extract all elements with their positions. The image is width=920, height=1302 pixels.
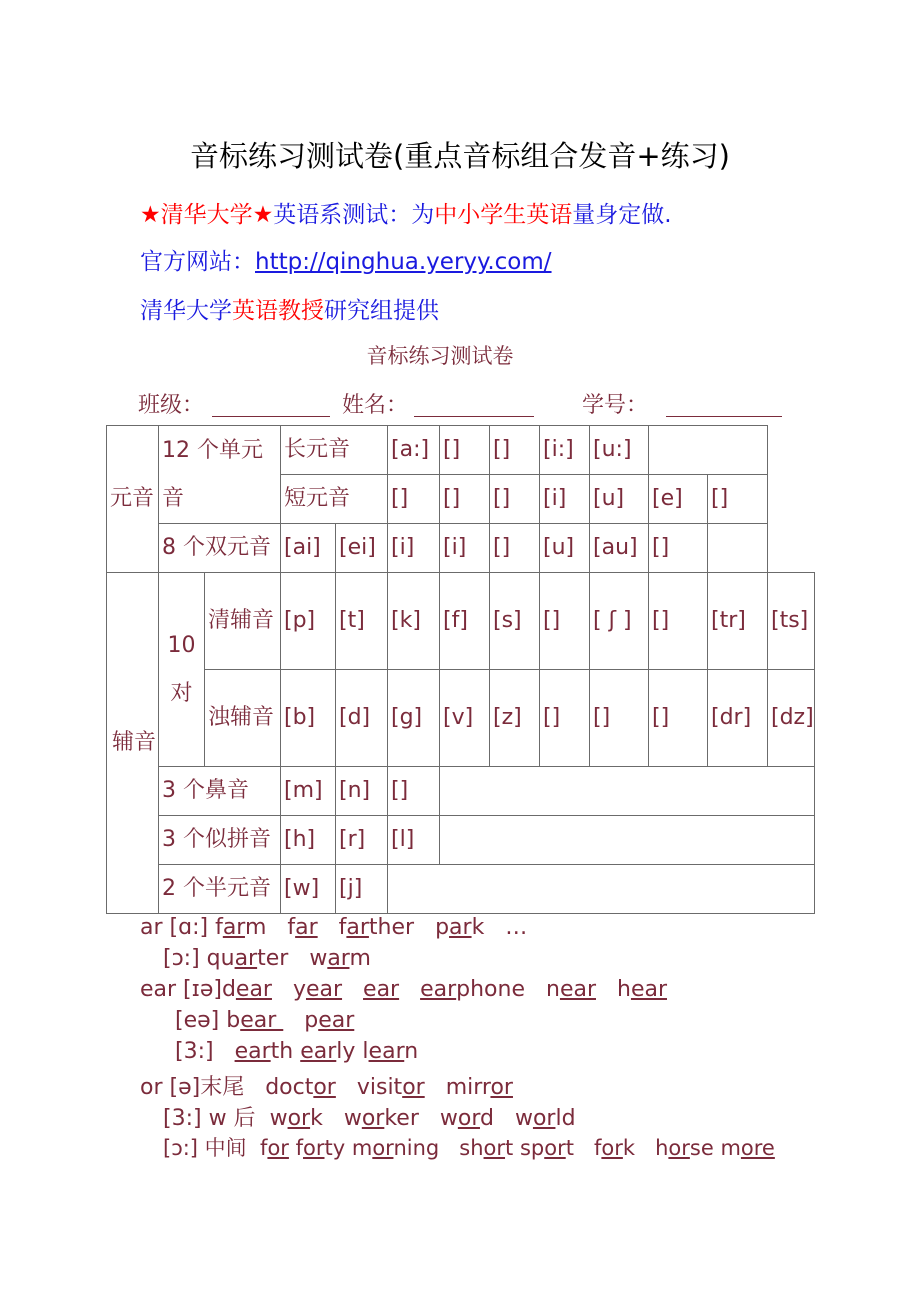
example-line-ear: [140, 977, 667, 1002]
underlined-letters: or: [532, 1106, 556, 1131]
voiceless-cell: [tr]: [708, 573, 768, 670]
example-text: l: [362, 1039, 369, 1064]
example-text: se: [689, 1136, 714, 1160]
underlined-letters: or: [313, 1075, 336, 1100]
example-text: ar [ɑ:]: [140, 915, 216, 940]
example-text: w: [269, 1106, 288, 1131]
nasal-cell: [n]: [336, 767, 388, 816]
diph-cell: [au]: [590, 524, 649, 573]
example-text: ker: [384, 1106, 419, 1131]
mono-group-label: 12 个单元音: [159, 426, 281, 524]
long-cell: []: [490, 426, 540, 475]
voiceless-cell: [ts]: [768, 573, 815, 670]
example-text: f: [287, 915, 296, 940]
nasal-cell: [m]: [281, 767, 336, 816]
empty-cell: [440, 816, 815, 865]
underlined-letters: ar: [234, 946, 258, 971]
semi-label: 2 个半元音: [159, 865, 281, 914]
example-text: t: [565, 1136, 574, 1160]
table-row: [107, 670, 815, 767]
voiced-cell: []: [649, 670, 708, 767]
provider-tail: 研究组提供: [324, 298, 439, 324]
example-text: ty: [324, 1136, 346, 1160]
voiceless-cell: [t]: [336, 573, 388, 670]
example-text: w: [514, 1106, 533, 1131]
example-text: m: [244, 915, 267, 940]
voiceless-cell: [s]: [490, 573, 540, 670]
example-text: ther: [368, 915, 415, 940]
underlined-letters: ear: [235, 977, 272, 1002]
short-cell: []: [708, 475, 768, 524]
class-blank[interactable]: [212, 392, 330, 417]
example-text: y: [292, 977, 306, 1002]
liquid-cell: [r]: [336, 816, 388, 865]
voiced-cell: [b]: [281, 670, 336, 767]
example-text: p: [435, 915, 450, 940]
empty-cell: [708, 524, 768, 573]
underlined-letters: ar: [346, 915, 369, 940]
long-cell: [i:]: [540, 426, 590, 475]
example-text: f: [593, 1136, 602, 1160]
diph-cell: []: [649, 524, 708, 573]
liquid-label: 3 个似拼音: [159, 816, 281, 865]
underlined-letters: ear: [318, 1008, 355, 1033]
example-text: t: [505, 1136, 514, 1160]
underlined-letters: ear: [420, 977, 457, 1002]
site-link[interactable]: http://qinghua.yeryy.com/: [255, 249, 552, 275]
short-cell: []: [490, 475, 540, 524]
example-text: k: [310, 1106, 323, 1131]
voiceless-cell: []: [649, 573, 708, 670]
diph-cell: [ei]: [336, 524, 388, 573]
example-text: ld: [555, 1106, 576, 1131]
pairs-label: 10 对: [159, 573, 205, 767]
example-text: [3:]: [175, 1039, 221, 1064]
underlined-letters: ear: [368, 1039, 405, 1064]
short-cell: [u]: [590, 475, 649, 524]
site-label: 官方网站：: [140, 249, 255, 275]
underlined-letters: or: [483, 1136, 506, 1160]
voiced-cell: [z]: [490, 670, 540, 767]
example-text: ter: [257, 946, 289, 971]
example-line-or-3: [163, 1132, 775, 1162]
diph-cell: [ai]: [281, 524, 336, 573]
underlined-letters: or: [267, 1136, 289, 1160]
example-text: ly: [336, 1039, 356, 1064]
long-vowel-label: 长元音: [281, 426, 388, 475]
voiced-cell: [d]: [336, 670, 388, 767]
promo-dept: 英语系测试: [273, 202, 389, 228]
example-text: n: [404, 1039, 419, 1064]
voiceless-cell: [k]: [388, 573, 440, 670]
nasal-label: 3 个鼻音: [159, 767, 281, 816]
semi-cell: [w]: [281, 865, 336, 914]
underlined-letters: ar: [222, 915, 245, 940]
example-text: visit: [356, 1075, 403, 1100]
example-text: qu: [206, 946, 235, 971]
promo-line: [140, 196, 672, 229]
underlined-letters: or: [544, 1136, 566, 1160]
short-vowel-label: 短元音: [281, 475, 388, 524]
provider-prof: 英语教授: [232, 298, 324, 324]
example-text: ear [ɪə]: [140, 977, 222, 1002]
underlined-letters: ar: [327, 946, 350, 971]
underlined-letters: or: [372, 1136, 394, 1160]
class-label: 班级：: [138, 393, 205, 418]
nasal-cell: []: [388, 767, 440, 816]
short-cell: []: [440, 475, 490, 524]
site-line: [140, 243, 552, 276]
example-text: phone: [456, 977, 525, 1002]
voiced-cell: []: [590, 670, 649, 767]
liquid-cell: [h]: [281, 816, 336, 865]
example-text: [eə]: [175, 1008, 227, 1033]
example-text: [3:] w 后: [163, 1106, 256, 1131]
example-line-ar-2: [163, 946, 371, 971]
table-row: [107, 426, 815, 475]
underlined-letters: ear: [630, 977, 667, 1002]
example-text: w: [439, 1106, 458, 1131]
voiced-cell: [dz]: [768, 670, 815, 767]
underlined-letters: ar: [449, 915, 472, 940]
underlined-letters: ear: [300, 1039, 337, 1064]
example-text: f: [295, 1136, 304, 1160]
diph-cell: [i]: [388, 524, 440, 573]
table-row: [107, 767, 815, 816]
example-text: d: [221, 977, 236, 1002]
short-cell: [i]: [540, 475, 590, 524]
underlined-letters: or: [287, 1106, 311, 1131]
underlined-letters: or: [601, 1136, 623, 1160]
promo-target: 中小学生英语: [434, 202, 573, 228]
example-text: m: [351, 1136, 373, 1160]
name-blank[interactable]: [414, 392, 534, 417]
example-text: n: [545, 977, 560, 1002]
example-text: h: [616, 977, 631, 1002]
example-line-ear-3: [175, 1039, 418, 1064]
example-text: [ɔ:] 中间: [163, 1136, 247, 1160]
underlined-letters: ear: [305, 977, 343, 1002]
underlined-letters: or: [457, 1106, 480, 1131]
voiced-label: 浊辅音: [205, 670, 281, 767]
example-text: f: [260, 1136, 268, 1160]
underlined-letters: ar: [295, 915, 318, 940]
voiceless-cell: [f]: [440, 573, 490, 670]
empty-cell: [440, 767, 815, 816]
promo-for: ：为: [388, 202, 435, 228]
underlined-letters: ear: [234, 1039, 271, 1064]
underlined-letters: or: [668, 1136, 690, 1160]
id-label: 学号：: [582, 393, 649, 418]
table-row: [107, 816, 815, 865]
page-title: 音标练习测试卷(重点音标组合发音+练习): [190, 139, 730, 173]
example-text: mirr: [445, 1075, 491, 1100]
example-text: d: [479, 1106, 494, 1131]
table-row: [107, 524, 815, 573]
long-cell: [a:]: [388, 426, 440, 475]
diph-cell: []: [490, 524, 540, 573]
long-cell: [u:]: [590, 426, 649, 475]
underlined-letters: or: [402, 1075, 425, 1100]
underlined-letters: or: [490, 1075, 513, 1100]
vowel-header: 元音: [107, 426, 159, 573]
underlined-letters: ear: [363, 977, 400, 1002]
voiced-cell: []: [540, 670, 590, 767]
underlined-letters: or: [303, 1136, 325, 1160]
voiced-cell: [g]: [388, 670, 440, 767]
empty-cell: [388, 865, 815, 914]
example-text: f: [215, 915, 223, 940]
short-cell: []: [388, 475, 440, 524]
provider-org: 清华大学: [140, 298, 232, 324]
long-cell: []: [440, 426, 490, 475]
example-text: …: [505, 915, 528, 940]
example-line-ar: [140, 915, 527, 940]
underlined-letters: ear: [559, 977, 596, 1002]
example-text: [ɔ:]: [163, 946, 207, 971]
example-text: p: [304, 1008, 319, 1033]
voiceless-label: 清辅音: [205, 573, 281, 670]
diph-cell: [i]: [440, 524, 490, 573]
phonetic-table: [106, 425, 815, 914]
short-cell: [e]: [649, 475, 708, 524]
semi-cell: [j]: [336, 865, 388, 914]
promo-tail: 量身定做.: [572, 202, 672, 228]
test-subtitle: 音标练习测试卷: [366, 344, 514, 368]
underlined-letters: ore: [740, 1136, 775, 1160]
diph-cell: [u]: [540, 524, 590, 573]
voiceless-cell: [ ʃ ]: [590, 573, 649, 670]
example-text: w: [309, 946, 328, 971]
voiceless-cell: []: [540, 573, 590, 670]
example-text: or [ə]末尾: [140, 1075, 245, 1100]
provider-line: [140, 292, 439, 325]
consonant-header: 辅音: [107, 573, 159, 914]
example-text: h: [655, 1136, 669, 1160]
example-text: b: [226, 1008, 241, 1033]
example-text: ning: [393, 1136, 440, 1160]
voiced-cell: [v]: [440, 670, 490, 767]
table-row: [107, 865, 815, 914]
underlined-letters: ear: [240, 1008, 284, 1033]
name-label: 姓名：: [342, 393, 409, 418]
empty-cell: [649, 426, 768, 475]
example-line-or: [140, 1070, 513, 1101]
promo-brand: ★清华大学★: [140, 202, 274, 228]
example-text: sh: [459, 1136, 484, 1160]
example-text: f: [338, 915, 347, 940]
example-text: sp: [519, 1136, 545, 1160]
id-blank[interactable]: [666, 392, 782, 417]
example-line-ear-2: [175, 1008, 354, 1033]
diph-label: 8 个双元音: [159, 524, 281, 573]
underlined-letters: or: [361, 1106, 385, 1131]
example-text: m: [720, 1136, 741, 1160]
table-row: [107, 573, 815, 670]
voiced-cell: [dr]: [708, 670, 768, 767]
example-line-or-2: [163, 1101, 576, 1132]
voiceless-cell: [p]: [281, 573, 336, 670]
example-text: th: [270, 1039, 294, 1064]
example-text: k: [622, 1136, 636, 1160]
example-text: k: [471, 915, 485, 940]
example-text: m: [349, 946, 371, 971]
example-text: doct: [265, 1075, 314, 1100]
liquid-cell: [l]: [388, 816, 440, 865]
example-text: w: [343, 1106, 362, 1131]
